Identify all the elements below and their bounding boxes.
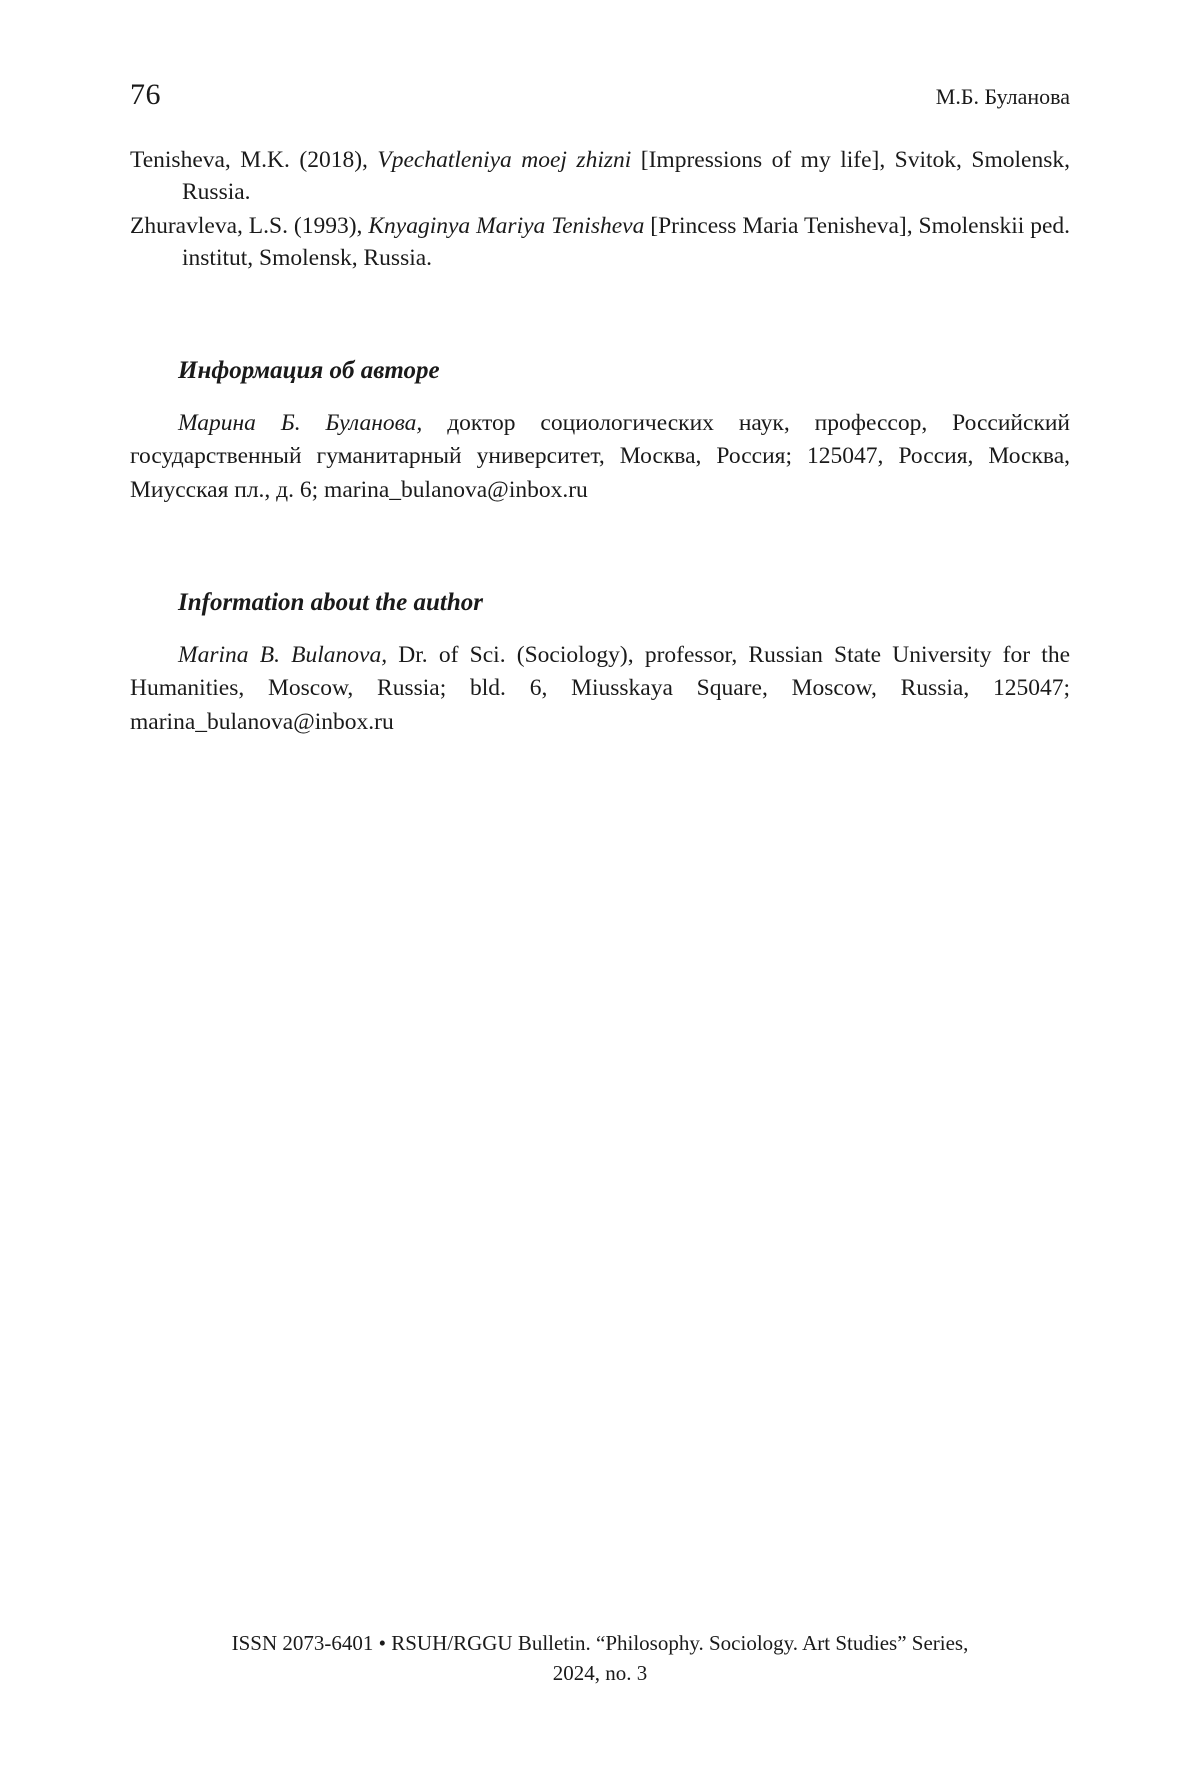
author-info-heading-ru: Информация об авторе [178,356,440,384]
reference-title: Knyaginya Mariya Tenisheva [368,212,645,239]
page-number: 76 [130,78,161,111]
reference-entry [130,145,1070,209]
reference-prefix: Tenisheva, M.K. (2018), [130,147,378,173]
author-name-en: Marina B. Bulanova, [178,641,388,668]
page-footer [130,1628,1070,1689]
reference-entry [130,211,1070,275]
running-head: М.Б. Буланова [935,84,1070,109]
reference-suffix: [Princess Maria Tenisheva], Smolenskii ped. institut, Smolensk, Russia. [182,212,1071,271]
footer-issn-line: ISSN 2073-6401 • RSUH/RGGU Bulletin. “Philosophy. Sociology. Art Studies” Series, [231,1631,969,1655]
author-info-heading-en: Information about the author [178,588,483,616]
author-info-paragraph-ru [130,407,1070,507]
author-info-paragraph-en [130,639,1070,739]
footer-issue-line: 2024, no. 3 [552,1661,648,1686]
reference-title: Vpechatleniya moej zhizni [377,147,632,173]
reference-list [130,145,1070,275]
page-content [130,145,1070,739]
author-details-ru: доктор социологических наук, профессор, Российский государственный гуманитарный университет, Москва, Россия; 125047, Россия, Москва, Миусская пл., д. 6; marina_bulanova@inbox.ru [130,409,1070,503]
reference-prefix: Zhuravleva, L.S. (1993), [130,212,369,239]
reference-suffix: [Impressions of my life], Svitok, Smolensk, Russia. [182,147,1070,205]
page-header [130,78,1070,112]
author-name-ru: Марина Б. Буланова, [178,409,423,436]
author-details-en: Dr. of Sci. (Sociology), professor, Russian State University for the Humanities, Moscow, Russia; bld. 6, Miusskaya Square, Moscow, Russia, 125047; marina_bulanova@inbox.ru [130,641,1070,735]
